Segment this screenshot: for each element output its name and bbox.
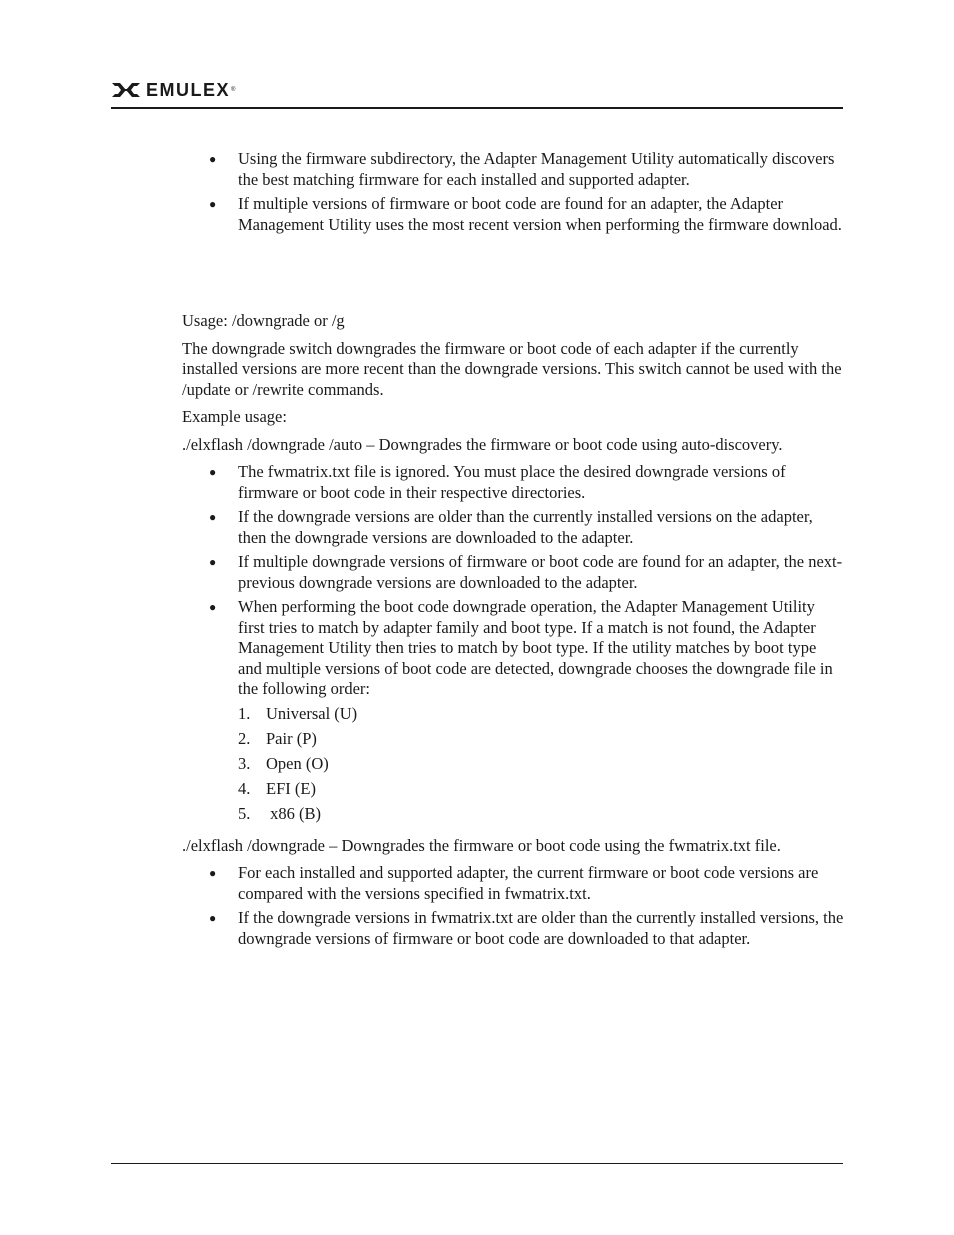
list-item: 2. Pair (P) xyxy=(238,728,317,748)
example-label: Example usage: xyxy=(182,407,287,426)
example-auto: ./elxflash /downgrade /auto – Downgrades the firmware or boot code using auto-discovery. xyxy=(182,434,783,454)
boot-type-order-list xyxy=(182,704,844,829)
list-item: ● If the downgrade versions in fwmatrix.txt are older than the currently installed versions, the downgrade versions of firmware or boot code are downloaded to that adapter. xyxy=(209,908,844,948)
list-item: 4. EFI (E) xyxy=(238,778,316,798)
list-item: ● If multiple downgrade versions of firmware or boot code are found for an adapter, the next-previous downgrade versions are downloaded to the adapter. xyxy=(209,552,843,592)
brand-trademark: ® xyxy=(231,87,236,93)
list-item: ● If multiple versions of firmware or boot code are found for an adapter, the Adapter Management Utility uses the most recent version when performing the firmware download. xyxy=(209,194,842,234)
bullet-icon: ● xyxy=(209,152,217,166)
bullet-icon: ● xyxy=(209,510,217,524)
usage-line: Usage: /downgrade or /g xyxy=(182,311,345,330)
footer-rule xyxy=(111,1163,843,1164)
bullet-icon: ● xyxy=(209,911,217,925)
description-paragraph: The downgrade switch downgrades the firmware or boot code of each adapter if the currently installed versions are more recent than the downgrade versions. This switch cannot be used with the /update or /rewrite commands. xyxy=(182,338,842,399)
header-rule xyxy=(111,107,843,109)
bullet-icon: ● xyxy=(209,866,217,880)
bullet-icon: ● xyxy=(209,465,217,479)
bullet-icon: ● xyxy=(209,600,217,614)
example-auto-bullet-list xyxy=(182,462,844,700)
bullet-icon: ● xyxy=(209,555,217,569)
example-fwmatrix: ./elxflash /downgrade – Downgrades the firmware or boot code using the fwmatrix.txt file. xyxy=(182,835,781,855)
list-item: 5. x86 (B) xyxy=(238,803,321,823)
bullet-icon: ● xyxy=(209,197,217,211)
list-item: 1. Universal (U) xyxy=(238,703,358,723)
list-item: ● For each installed and supported adapter, the current firmware or boot code versions are compared with the versions specified in fwmatrix.txt. xyxy=(209,863,819,903)
intro-bullet-list xyxy=(182,149,844,235)
header-logo xyxy=(111,80,235,100)
list-item: ● Using the firmware subdirectory, the Adapter Management Utility automatically discovers the best matching firmware for each installed and supported adapter. xyxy=(209,149,835,189)
list-item: ● If the downgrade versions are older than the currently installed versions on the adapter, then the downgrade versions are downloaded to the adapter. xyxy=(209,507,813,547)
page-body xyxy=(182,149,844,953)
example-fwmatrix-bullet-list xyxy=(182,863,844,949)
list-item: ● The fwmatrix.txt file is ignored. You must place the desired downgrade versions of firmware or boot code in their respective directories. xyxy=(209,462,786,502)
brand-name: EMULEX xyxy=(146,80,231,100)
list-item: ● When performing the boot code downgrade operation, the Adapter Management Utility first tries to match by adapter family and boot type. If a match is not found, the Adapter Management Utility then tries to match by boot type. If the utility matches by boot type and multiple versions of boot code are detected, downgrade chooses the downgrade file in the following order: xyxy=(209,597,833,698)
emulex-logo-icon xyxy=(111,80,141,100)
list-item: 3. Open (O) xyxy=(238,753,329,773)
